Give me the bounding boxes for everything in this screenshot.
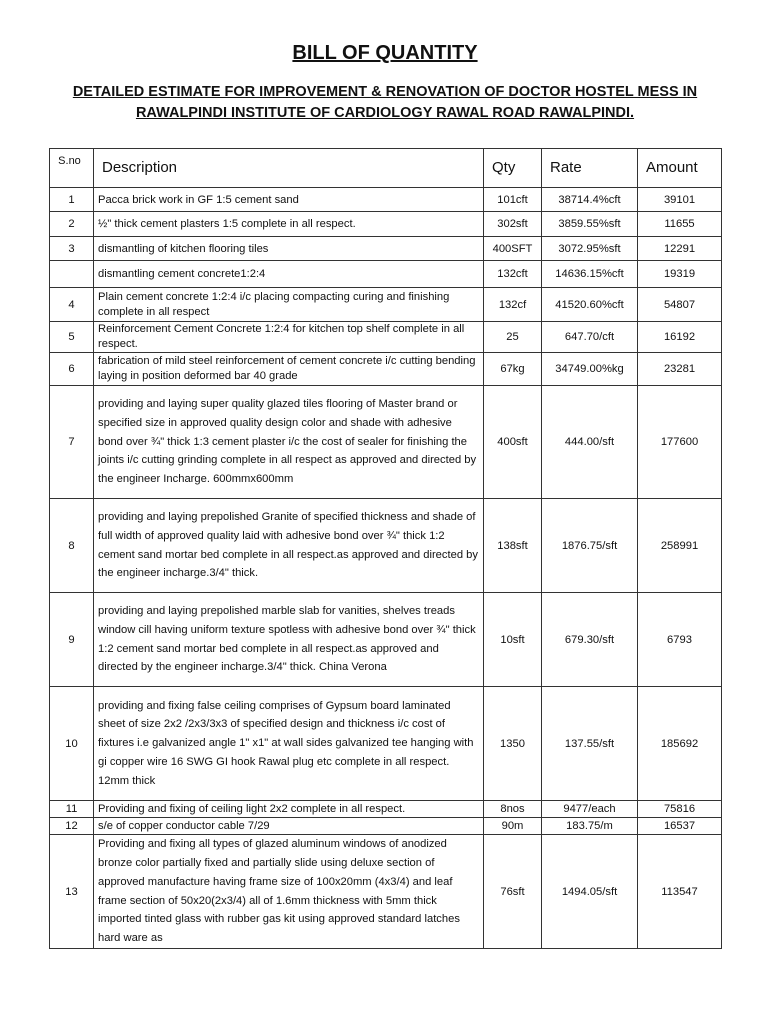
row-sno: 13 [50,835,94,949]
row-sno: 6 [50,353,94,386]
row-description: fabrication of mild steel reinforcement of cement concrete i/c cutting bending laying in position deformed bar 40 grade [94,353,484,386]
row-rate: 34749.00%kg [542,353,638,386]
table-row [50,386,722,499]
row-amount: 12291 [638,237,722,261]
row-amount: 185692 [638,687,722,801]
row-sno: 5 [50,322,94,353]
table-row [50,288,722,322]
document-title: BILL OF QUANTITY [292,42,478,64]
row-qty: 67kg [484,353,542,386]
row-rate: 3859.55%sft [542,212,638,237]
row-qty: 76sft [484,835,542,949]
boq-table [49,148,722,949]
row-qty: 25 [484,322,542,353]
row-amount: 23281 [638,353,722,386]
row-description: dismantling cement concrete1:2:4 [94,261,484,288]
row-qty: 8nos [484,801,542,818]
table-row [50,261,722,288]
row-rate: 3072.95%sft [542,237,638,261]
row-amount: 11655 [638,212,722,237]
table-row [50,593,722,687]
row-qty: 302sft [484,212,542,237]
table-row [50,237,722,261]
row-description: Reinforcement Cement Concrete 1:2:4 for kitchen top shelf complete in all respect. [94,322,484,353]
row-rate: 9477/each [542,801,638,818]
row-sno: 12 [50,818,94,835]
row-qty: 138sft [484,499,542,593]
row-amount: 16192 [638,322,722,353]
row-rate: 1494.05/sft [542,835,638,949]
row-qty: 400sft [484,386,542,499]
row-sno: 9 [50,593,94,687]
table-row [50,835,722,949]
row-sno: 3 [50,237,94,261]
row-amount: 75816 [638,801,722,818]
row-qty: 101cft [484,188,542,212]
row-qty: 132cf [484,288,542,322]
row-description: providing and laying super quality glazed tiles flooring of Master brand or specified size in approved quality design color and shade with adhesive bond over ¾" thick 1:3 cement plaster i/c the cost of sealer for finishing the joints i/c cutting grinding complete in all respect as approved and directed by the engineer Incharge. 600mmx600mm [94,386,484,499]
row-amount: 39101 [638,188,722,212]
row-sno: 7 [50,386,94,499]
row-rate: 137.55/sft [542,687,638,801]
row-rate: 183.75/m [542,818,638,835]
row-qty: 90m [484,818,542,835]
table-row [50,353,722,386]
row-sno [50,261,94,288]
row-amount: 113547 [638,835,722,949]
row-sno: 1 [50,188,94,212]
row-rate: 679.30/sft [542,593,638,687]
row-qty: 132cft [484,261,542,288]
row-rate: 444.00/sft [542,386,638,499]
table-row [50,322,722,353]
header-amount: Amount [638,149,722,188]
table-row [50,212,722,237]
row-qty: 400SFT [484,237,542,261]
row-rate: 647.70/cft [542,322,638,353]
row-description: s/e of copper conductor cable 7/29 [94,818,484,835]
row-description: Plain cement concrete 1:2:4 i/c placing compacting curing and finishing complete in all respect [94,288,484,322]
row-amount: 258991 [638,499,722,593]
row-description: Pacca brick work in GF 1:5 cement sand [94,188,484,212]
row-sno: 2 [50,212,94,237]
row-sno: 4 [50,288,94,322]
header-description: Description [94,149,484,188]
row-sno: 11 [50,801,94,818]
row-sno: 10 [50,687,94,801]
table-header-row [50,149,722,188]
row-amount: 16537 [638,818,722,835]
row-rate: 41520.60%cft [542,288,638,322]
row-sno: 8 [50,499,94,593]
row-description: Providing and fixing of ceiling light 2x2 complete in all respect. [94,801,484,818]
table-row [50,188,722,212]
row-description: ½" thick cement plasters 1:5 complete in all respect. [94,212,484,237]
document-subtitle: DETAILED ESTIMATE FOR IMPROVEMENT & RENOVATION OF DOCTOR HOSTEL MESS IN RAWALPINDI INSTITUTE OF CARDIOLOGY RAWAL ROAD RAWALPINDI. [72,84,698,121]
row-description: providing and fixing false ceiling comprises of Gypsum board laminated sheet of size 2x2 /2x3/3x3 of specified design and thickness i/c cost of fixtures i.e galvanized angle 1" x1" at wall sides galvanized tee hanging with gi copper wire 16 SWG GI hook Rawal plug etc complete in all respect. 12mm thick [94,687,484,801]
header-sno: S.no [50,149,94,188]
row-description: Providing and fixing all types of glazed aluminum windows of anodized bronze color partially fixed and partially slide using deluxe section of approved manufacture having frame size of 100x20mm (4x3/4) and leaf frame section of 50x20(2x3/4) all of 1.6mm thickness with 5mm thick imported tinted glass with rubber gas kit using approved standard latches hard ware as [94,835,484,949]
table-row [50,499,722,593]
row-rate: 14636.15%cft [542,261,638,288]
row-amount: 19319 [638,261,722,288]
row-amount: 177600 [638,386,722,499]
row-qty: 1350 [484,687,542,801]
table-row [50,801,722,818]
header-qty: Qty [484,149,542,188]
row-rate: 1876.75/sft [542,499,638,593]
table-row [50,818,722,835]
header-rate: Rate [542,149,638,188]
row-description: dismantling of kitchen flooring tiles [94,237,484,261]
row-description: providing and laying prepolished marble slab for vanities, shelves treads window cill having uniform texture spotless with adhesive bond over ¾" thick 1:2 cement sand mortar bed complete in all respect.as approved and directed by the engineer incharge.3/4" thick. China Verona [94,593,484,687]
row-description: providing and laying prepolished Granite of specified thickness and shade of full width of approved quality laid with adhesive bond over ¾" thick 1:2 cement sand mortar bed complete in all respect.as approved and directed by the engineer incharge.3/4" thick. [94,499,484,593]
row-rate: 38714.4%cft [542,188,638,212]
row-amount: 54807 [638,288,722,322]
table-row [50,687,722,801]
row-qty: 10sft [484,593,542,687]
row-amount: 6793 [638,593,722,687]
